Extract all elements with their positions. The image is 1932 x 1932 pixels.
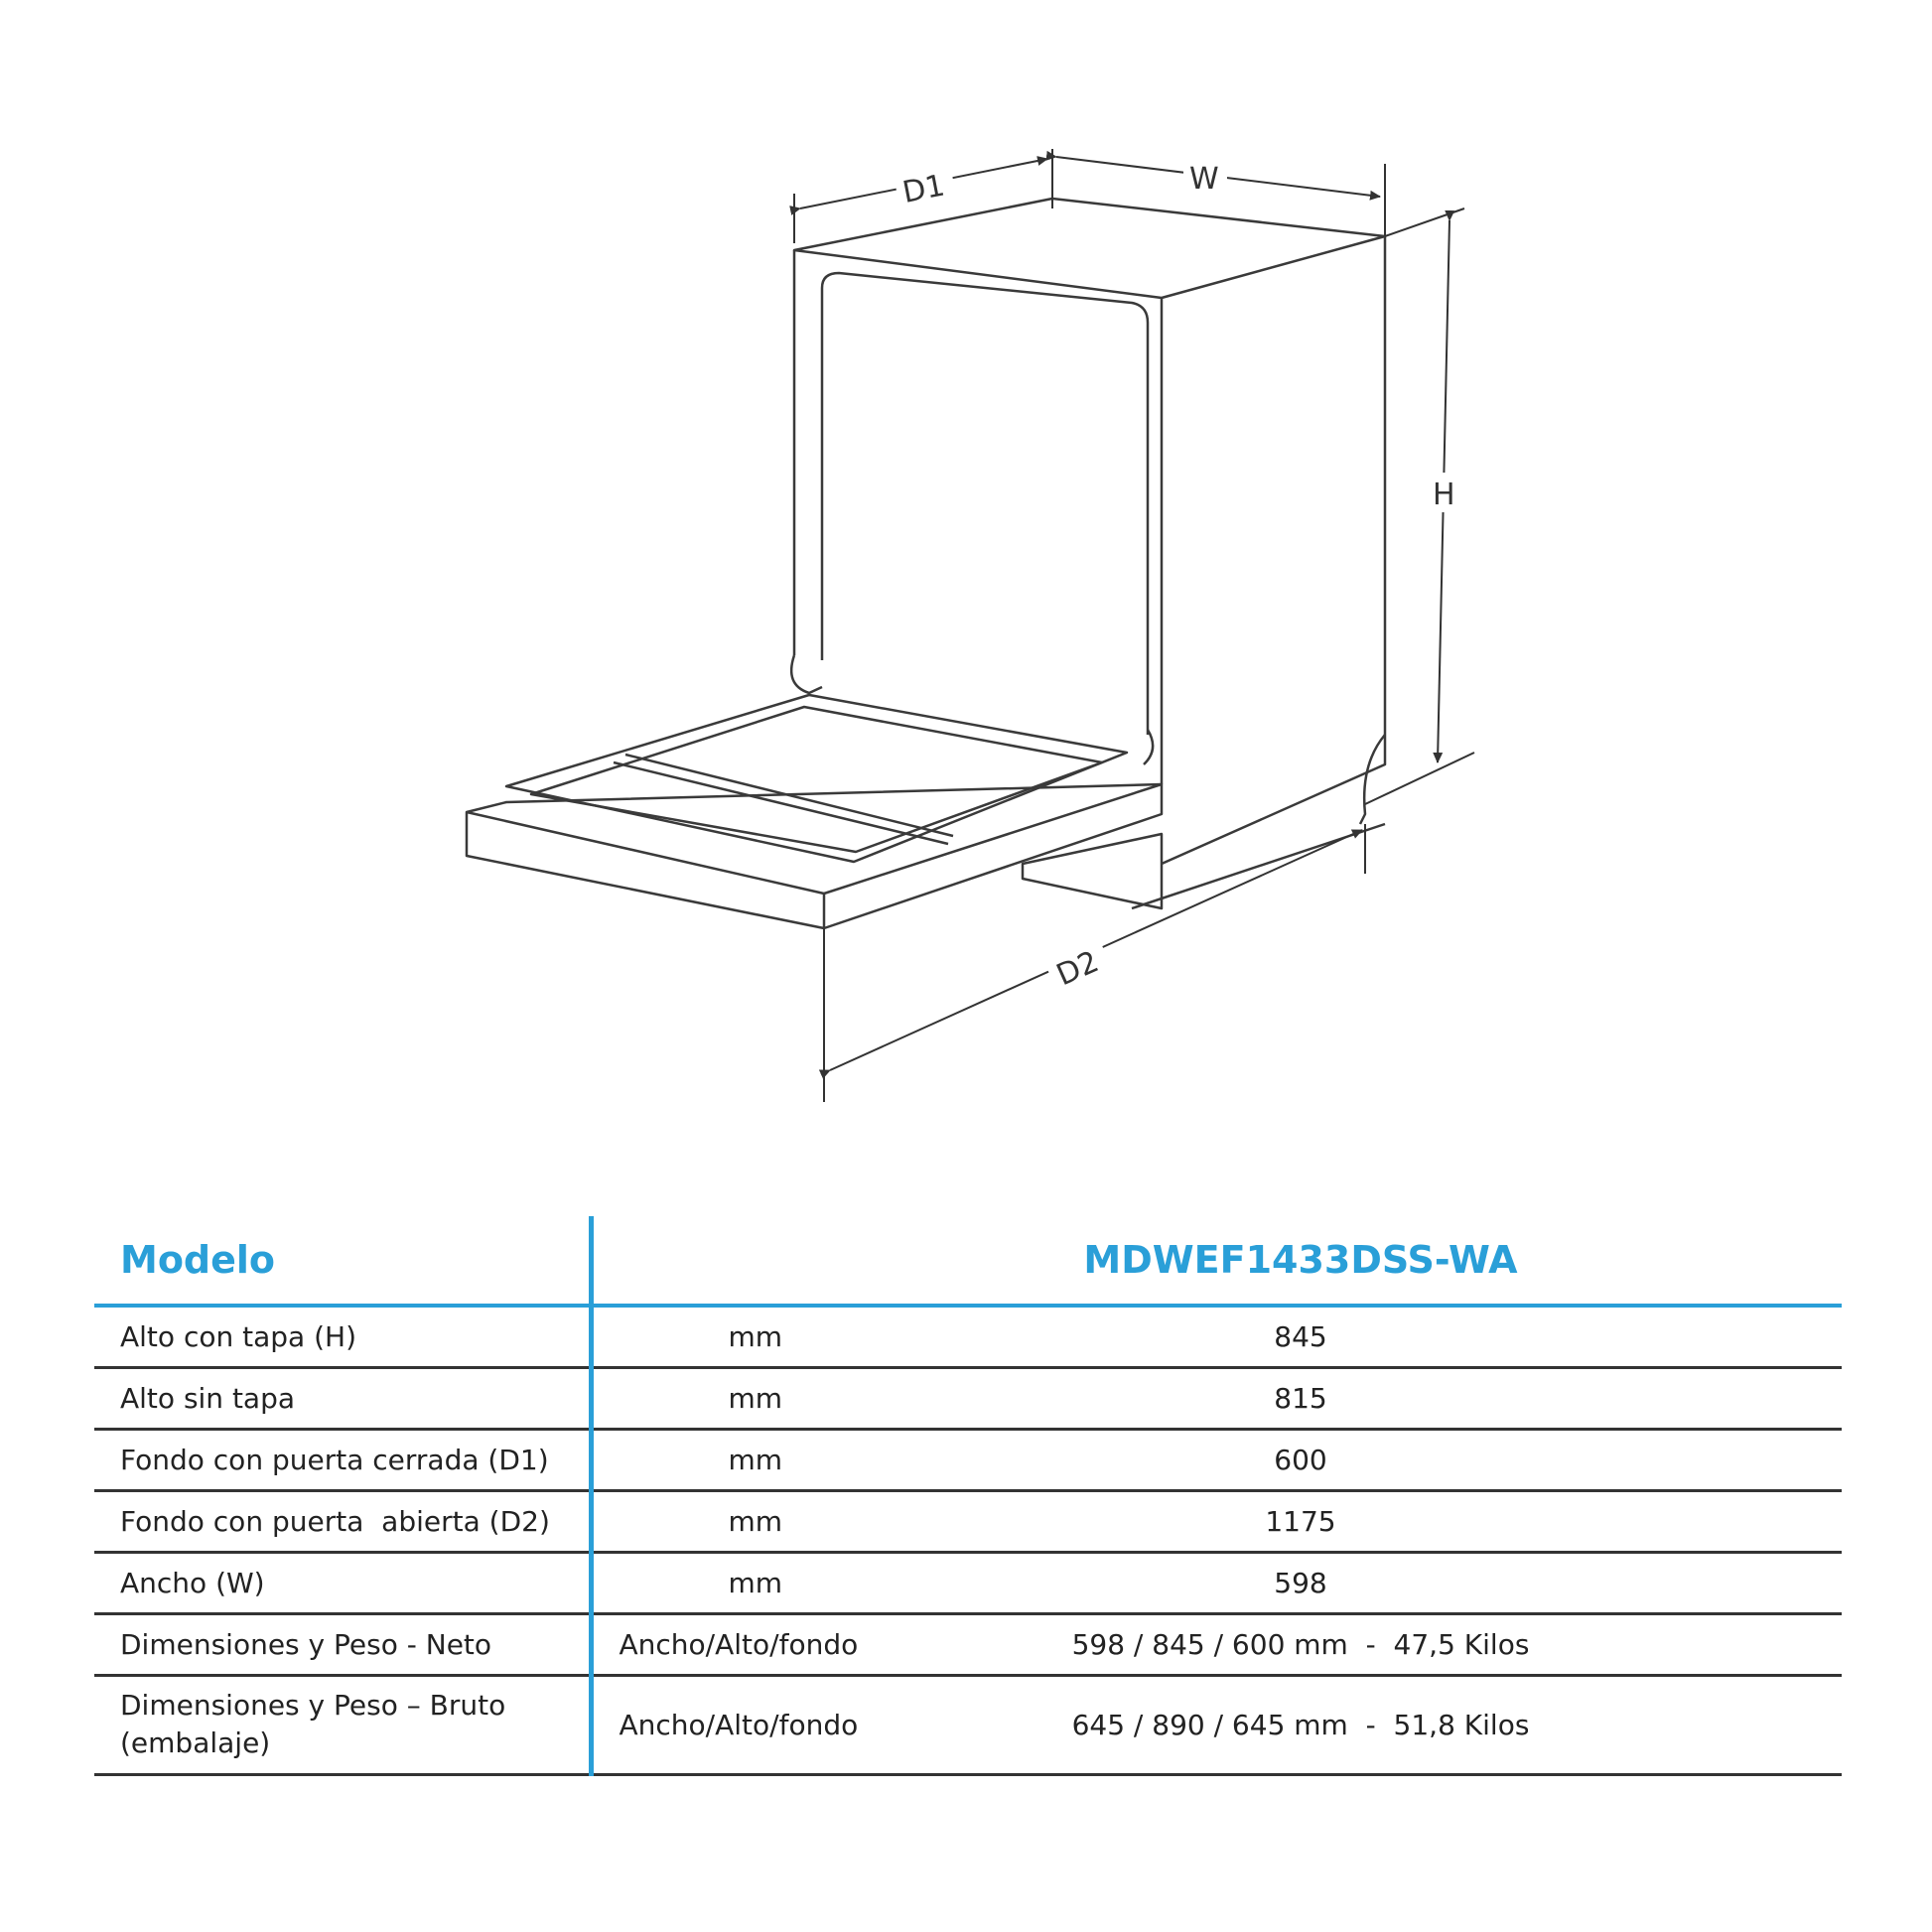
- table-row: [94, 1613, 1842, 1675]
- row-label: Alto sin tapa: [94, 1367, 591, 1429]
- row-value: 815: [889, 1367, 1842, 1429]
- row-label: Fondo con puerta cerrada (D1): [94, 1429, 591, 1490]
- row-unit: Ancho/Alto/fondo: [591, 1675, 889, 1774]
- table-row: [94, 1552, 1842, 1613]
- specifications-table: [94, 1216, 1842, 1776]
- row-label: Dimensiones y Peso - Neto: [94, 1613, 591, 1675]
- row-unit: mm: [591, 1490, 889, 1552]
- dimension-lines: [794, 149, 1474, 1102]
- header-label-cell: [94, 1216, 591, 1306]
- row-unit: mm: [591, 1552, 889, 1613]
- row-value: 600: [889, 1429, 1842, 1490]
- label-h: H: [1433, 478, 1455, 512]
- row-unit: mm: [591, 1429, 889, 1490]
- table-row: [94, 1306, 1842, 1367]
- row-value: 645 / 890 / 645 mm - 51,8 Kilos: [889, 1675, 1842, 1774]
- row-label-line2: (embalaje): [120, 1726, 271, 1759]
- row-value: 845: [889, 1306, 1842, 1367]
- table-row: [94, 1367, 1842, 1429]
- row-unit: mm: [591, 1367, 889, 1429]
- header-label: Modelo: [120, 1238, 276, 1282]
- table-row: [94, 1490, 1842, 1552]
- row-unit: mm: [591, 1306, 889, 1367]
- dimension-labels: [893, 158, 1463, 994]
- table-row: [94, 1675, 1842, 1774]
- row-label: Fondo con puerta abierta (D2): [94, 1490, 591, 1552]
- dishwasher-outline: [467, 199, 1385, 928]
- row-label-line1: Dimensiones y Peso – Bruto: [120, 1689, 506, 1723]
- row-value: 598: [889, 1552, 1842, 1613]
- row-value: 598 / 845 / 600 mm - 47,5 Kilos: [889, 1613, 1842, 1675]
- label-w: W: [1189, 162, 1219, 197]
- row-label: Alto con tapa (H): [94, 1306, 591, 1367]
- row-label: Ancho (W): [94, 1552, 591, 1613]
- header-model: MDWEF1433DSS-WA: [889, 1216, 1842, 1306]
- table-header-row: [94, 1216, 1842, 1306]
- row-unit: Ancho/Alto/fondo: [591, 1613, 889, 1675]
- label-d2: D2: [1051, 944, 1104, 994]
- table-row: [94, 1429, 1842, 1490]
- header-empty-cell: [591, 1216, 889, 1306]
- row-value: 1175: [889, 1490, 1842, 1552]
- row-label: [94, 1675, 591, 1774]
- label-d1: D1: [899, 168, 948, 210]
